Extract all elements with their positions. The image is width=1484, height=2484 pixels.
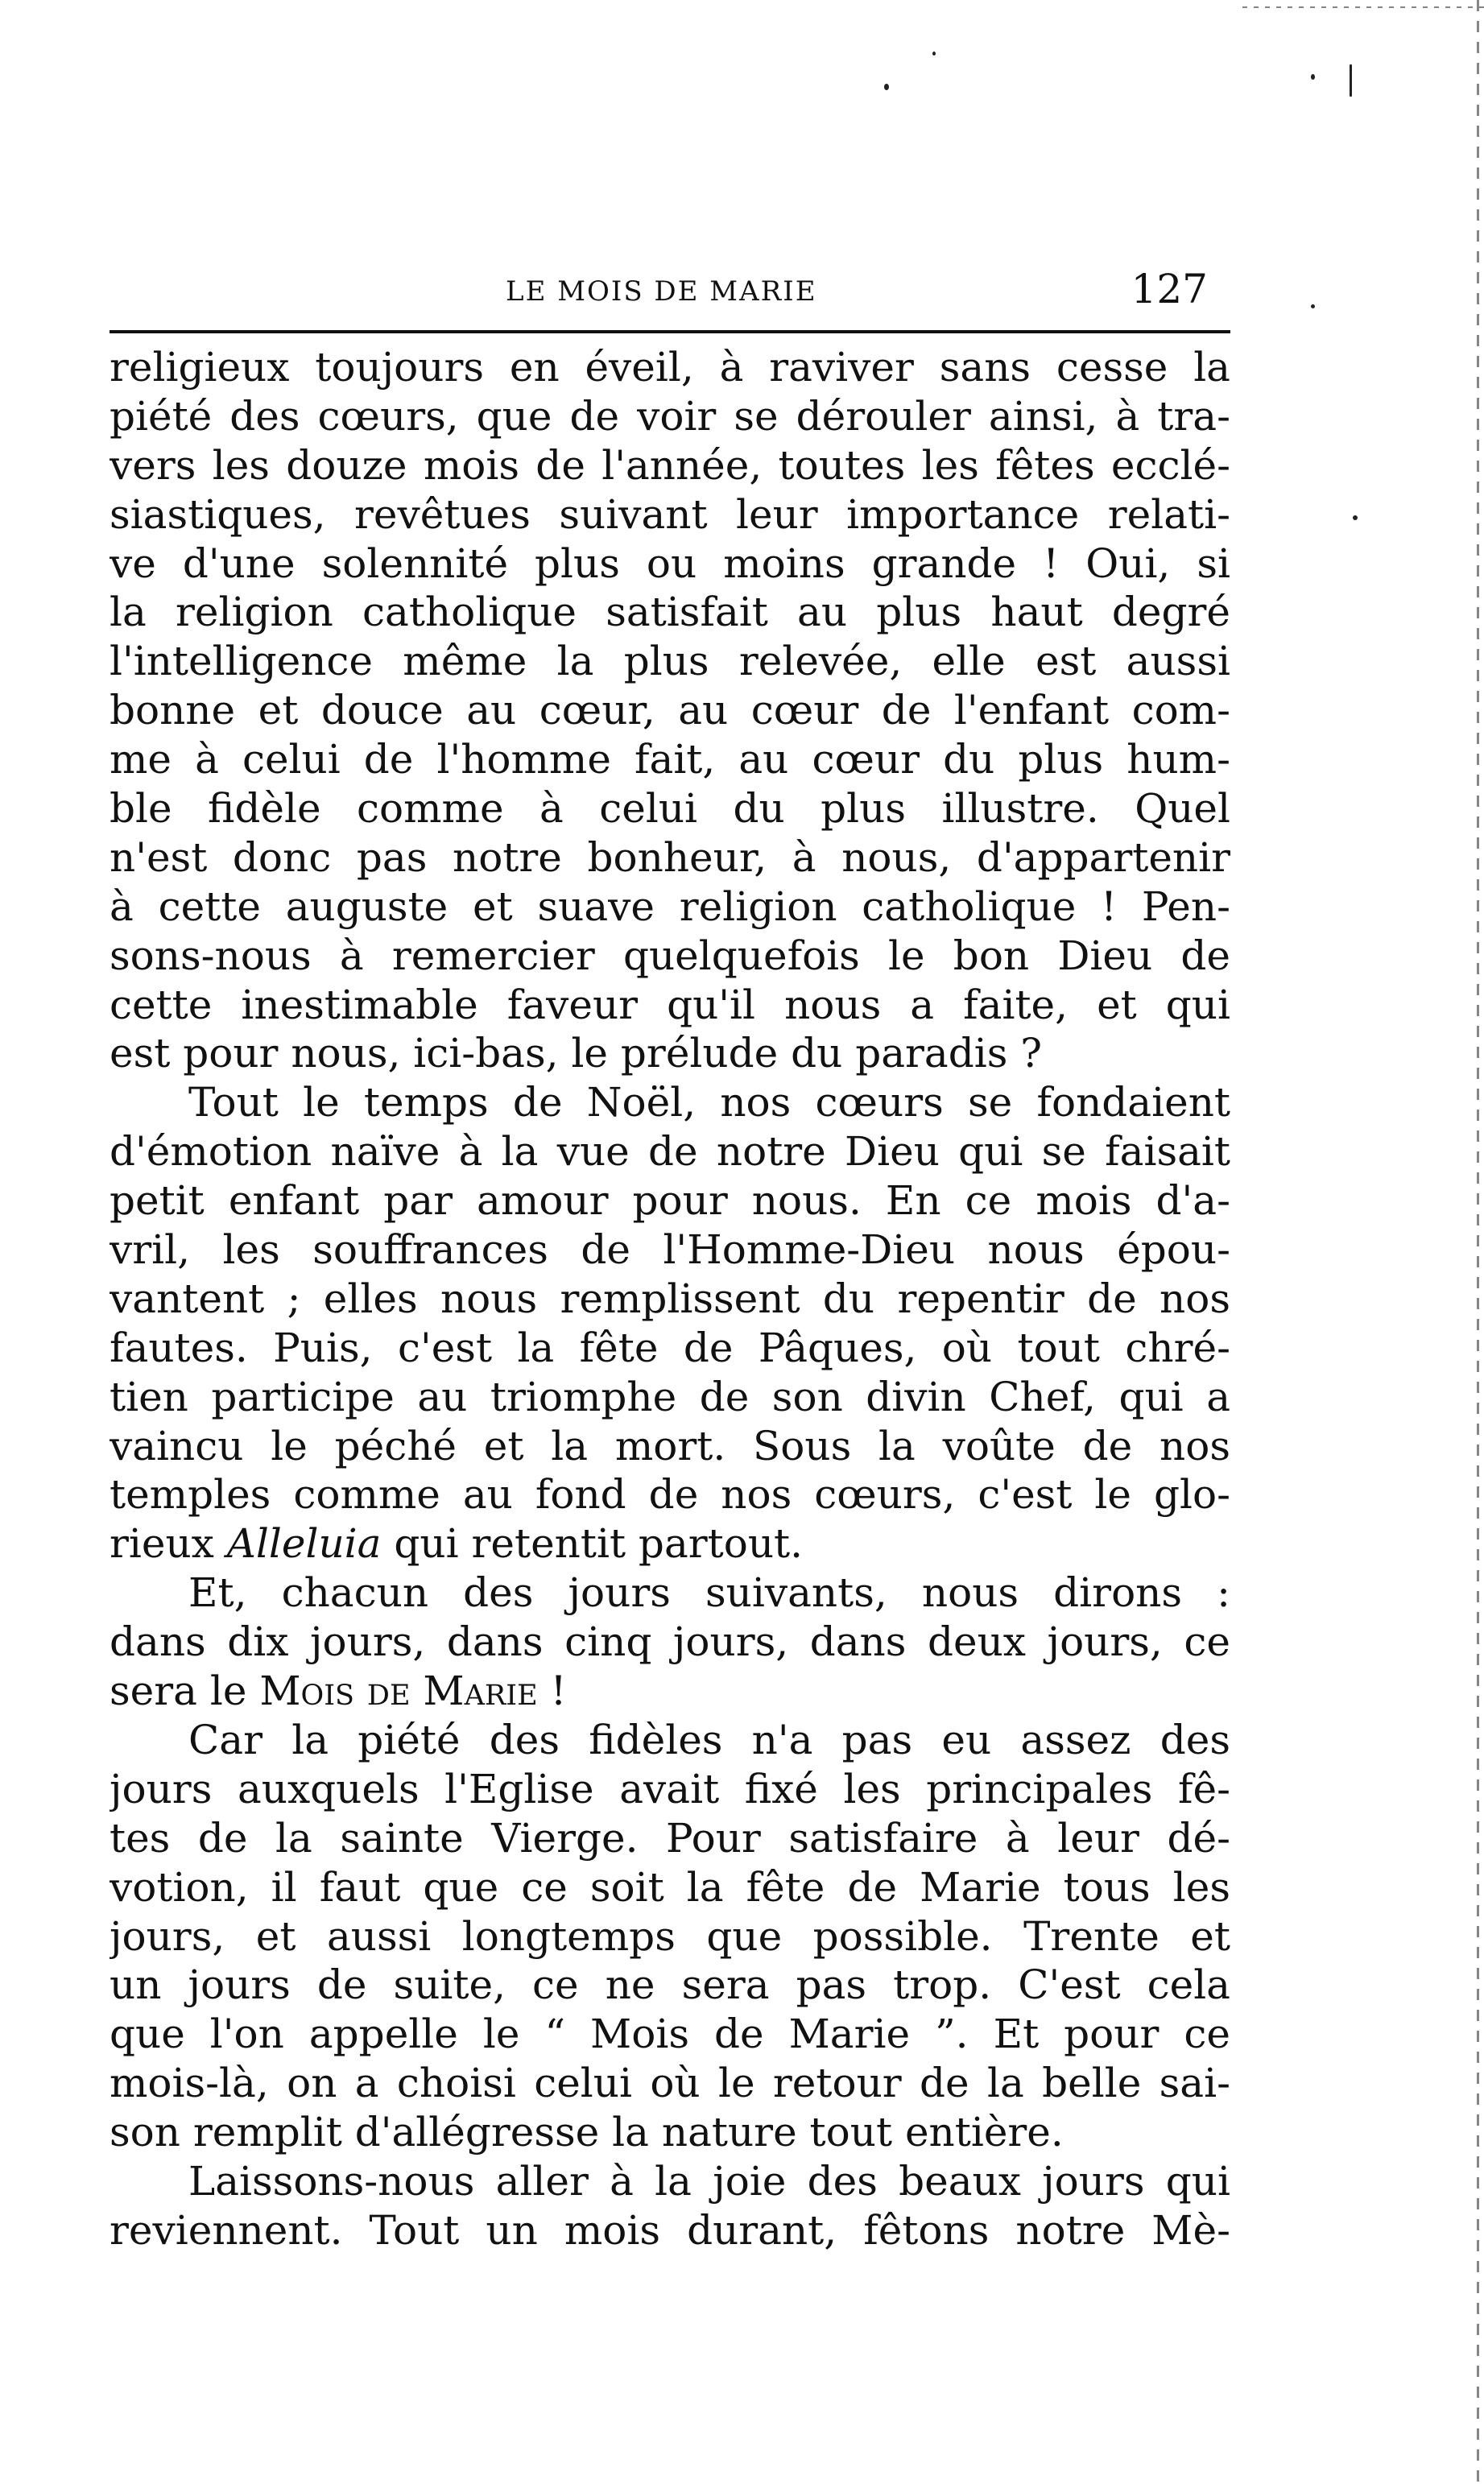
text-line — [110, 1519, 1230, 1569]
speck — [884, 84, 889, 90]
text-line: à cette auguste et suave religion catholique ! Pen- — [110, 882, 1230, 930]
page-edge-right — [1477, 0, 1479, 2484]
text-line: piété des cœurs, que de voir se dérouler ainsi, à tra- — [110, 392, 1230, 440]
text-line: petit enfant par amour pour nous. En ce mois d'a- — [110, 1177, 1230, 1225]
text-line: n'est donc pas notre bonheur, à nous, d'appartenir — [110, 833, 1230, 881]
text-line: Laissons-nous aller à la joie des beaux jours qui — [188, 2157, 1230, 2205]
text-line: vers les douze mois de l'année, toutes les fêtes ecclé- — [110, 441, 1230, 489]
text-fragment: ! — [550, 1668, 567, 1715]
speck — [1311, 74, 1315, 80]
text-line: tien participe au triomphe de son divin Chef, qui a — [110, 1373, 1230, 1420]
body-text — [110, 343, 1230, 2255]
header-rule — [110, 330, 1230, 333]
speck — [1350, 64, 1352, 97]
text-line: votion, il faut que ce soit la fête de Marie tous les — [110, 1863, 1230, 1911]
text-line: jours, et aussi longtemps que possible. Trente et — [110, 1912, 1230, 1960]
text-line: reviennent. Tout un mois durant, fêtons notre Mè- — [110, 2206, 1230, 2254]
text-line: bonne et douce au cœur, au cœur de l'enfant com- — [110, 687, 1230, 734]
text-line: temples comme au fond de nos cœurs, c'est le glo- — [110, 1471, 1230, 1519]
speck — [1353, 515, 1358, 520]
text-line: cette inestimable faveur qu'il nous a faite, et qui — [110, 981, 1230, 1028]
text-line: me à celui de l'homme fait, au cœur du plus hum- — [110, 736, 1230, 783]
text-line: d'émotion naïve à la vue de notre Dieu qui se faisait — [110, 1128, 1230, 1176]
text-fragment: qui retentit partout. — [394, 1520, 804, 1568]
text-line: vaincu le péché et la mort. Sous la voûte de nos — [110, 1422, 1230, 1469]
text-line: siastiques, revêtues suivant leur importance relati- — [110, 490, 1230, 538]
text-line: vantent ; elles nous remplissent du repentir de nos — [110, 1275, 1230, 1322]
text-line: vril, les souffrances de l'Homme-Dieu nous épou- — [110, 1226, 1230, 1274]
text-line: est pour nous, ici-bas, le prélude du paradis ? — [110, 1030, 1043, 1077]
text-line: mois-là, on a choisi celui où le retour de la belle sai- — [110, 2060, 1230, 2107]
speck — [1311, 304, 1315, 308]
text-line: un jours de suite, ce ne sera pas trop. C'est cela — [110, 1961, 1230, 2009]
running-head — [110, 258, 1230, 330]
running-title: LE MOIS DE MARIE — [506, 275, 817, 308]
text-line: la religion catholique satisfait au plus haut degré — [110, 589, 1230, 636]
text-line: tes de la sainte Vierge. Pour satisfaire à leur dé- — [110, 1814, 1230, 1862]
text-line: Tout le temps de Noël, nos cœurs se fondaient — [188, 1079, 1230, 1126]
text-line: jours auxquels l'Eglise avait fixé les principales fê- — [110, 1765, 1230, 1812]
page-edge-top — [1242, 6, 1484, 8]
text-fragment: rieux — [110, 1520, 214, 1568]
text-line: son remplit d'allégresse la nature tout entière. — [110, 2109, 1064, 2156]
text-line: Car la piété des fidèles n'a pas eu assez des — [188, 1716, 1230, 1763]
text-line: ve d'une solennité plus ou moins grande ! Oui, si — [110, 539, 1230, 587]
text-fragment: sera le — [110, 1668, 247, 1715]
text-line: sons-nous à remercier quelquefois le bon Dieu de — [110, 932, 1230, 979]
italic-word: Alleluia — [226, 1520, 382, 1568]
text-line — [110, 1667, 1230, 1716]
small-caps-title: Mois de Marie — [259, 1668, 538, 1715]
page-number: 127 — [1131, 266, 1208, 312]
text-line: l'intelligence même la plus relevée, elle est aussi — [110, 638, 1230, 685]
text-line: Et, chacun des jours suivants, nous dirons : — [188, 1569, 1230, 1617]
speck — [932, 52, 936, 56]
text-line: dans dix jours, dans cinq jours, dans deux jours, ce — [110, 1618, 1230, 1666]
text-line: que l'on appelle le “ Mois de Marie ”. Et pour ce — [110, 2011, 1230, 2058]
text-line: religieux toujours en éveil, à raviver sans cesse la — [110, 344, 1230, 391]
text-line: ble fidèle comme à celui du plus illustre. Quel — [110, 785, 1230, 833]
text-line: fautes. Puis, c'est la fête de Pâques, où tout chré- — [110, 1324, 1230, 1371]
book-page — [110, 258, 1230, 2255]
